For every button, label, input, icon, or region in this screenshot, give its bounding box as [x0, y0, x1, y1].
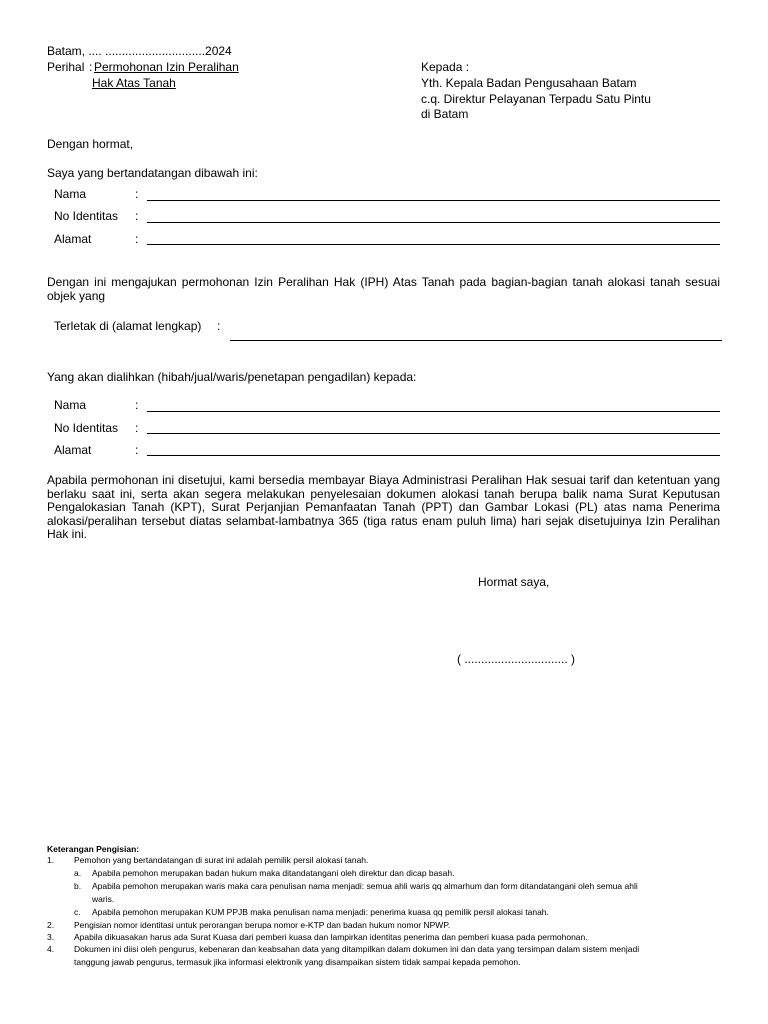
note-text: Apabila dikuasakan harus ada Surat Kuasa dari pemberi kuasa dan lampirkan identitas penerima dan pemberi kuasa pada permohonan.: [74, 932, 588, 942]
date-line: Batam, .... ..............................2024: [47, 44, 232, 58]
request-paragraph: Dengan ini mengajukan permohonan Izin Peralihan Hak (IPH) Atas Tanah pada bagian-bagian tanah alokasi tanah sesuai objek yang: [47, 275, 720, 303]
note-number: c.: [74, 907, 81, 917]
location-colon: :: [217, 319, 221, 333]
note-number: 2.: [47, 920, 55, 930]
recipient-address-label: Alamat: [54, 443, 92, 457]
note-text: Apabila pemohon merupakan waris maka cara penulisan nama menjadi: semua ahli waris qq almarhum dan form ditandatangani oleh semua ahli: [92, 881, 638, 891]
note-number: a.: [74, 868, 82, 878]
applicant-id-label: No Identitas: [54, 209, 119, 223]
note-text: Apabila pemohon merupakan badan hukum maka ditandatangani oleh direktur dan dicap basah.: [92, 868, 455, 878]
note-text: Apabila pemohon merupakan KUM PPJB maka penulisan nama menjadi: penerima kuasa qq pemilik persil alokasi tanah.: [92, 907, 549, 917]
note-number: 4.: [47, 944, 55, 954]
recipient-line3: di Batam: [421, 107, 469, 121]
location-label: Terletak di (alamat lengkap): [54, 319, 202, 333]
applicant-address-label: Alamat: [54, 232, 92, 246]
intro-text: Saya yang bertandatangan dibawah ini:: [47, 166, 258, 180]
applicant-address-field[interactable]: [147, 244, 720, 245]
recipient-name-label: Nama: [54, 398, 87, 412]
field-colon: :: [135, 209, 139, 223]
note-number: 3.: [47, 932, 55, 942]
signature-placeholder[interactable]: ( ............................... ): [457, 652, 576, 666]
agreement-paragraph: Apabila permohonan ini disetujui, kami bersedia membayar Biaya Administrasi Peralihan Hak sesuai tarif dan ketentuan yang berlaku saat ini, serta akan segera melakukan penyelesaian dokumen alokasi tanah berupa balik nama Surat Keputusan Pengalokasian Tanah (KPT), Surat Perjanjian Pemanfaatan Tanah (PPT) dan Gambar Lokasi (PL) atas nama Penerima alokasi/peralihan tersebut diatas selambat-lambatnya 365 (tiga ratus enam puluh lima) hari sejak disetujuinya Izin Peralihan Hak ini.: [47, 473, 720, 541]
note-text: waris.: [92, 894, 115, 904]
applicant-name-field[interactable]: [147, 200, 720, 201]
field-colon: :: [135, 443, 139, 457]
perihal-label: Perihal: [47, 60, 85, 74]
closing-text: Hormat saya,: [478, 575, 550, 589]
perihal-colon: :: [89, 60, 93, 74]
applicant-id-field[interactable]: [147, 222, 720, 223]
field-colon: :: [135, 421, 139, 435]
recipient-line2: c.q. Direktur Pelayanan Terpadu Satu Pintu: [421, 92, 651, 106]
note-number: 1.: [47, 855, 55, 865]
recipient-kepada: Kepada :: [421, 60, 470, 74]
recipient-name-field[interactable]: [147, 411, 720, 412]
greeting: Dengan hormat,: [47, 137, 134, 151]
recipient-address-field[interactable]: [147, 455, 720, 456]
location-field[interactable]: [230, 340, 722, 341]
applicant-name-label: Nama: [54, 187, 87, 201]
field-colon: :: [135, 232, 139, 246]
transfer-intro: Yang akan dialihkan (hibah/jual/waris/penetapan pengadilan) kepada:: [47, 370, 417, 384]
field-colon: :: [135, 187, 139, 201]
perihal-subject-line2: Hak Atas Tanah: [92, 76, 176, 90]
recipient-line1: Yth. Kepala Badan Pengusahaan Batam: [421, 76, 637, 90]
note-text: Pengisian nomor identitasi untuk perorangan berupa nomor e-KTP dan badan hukum nomor NPWP.: [74, 920, 451, 930]
recipient-id-label: No Identitas: [54, 421, 119, 435]
perihal-subject-line1: Permohonan Izin Peralihan: [94, 60, 239, 74]
field-colon: :: [135, 398, 139, 412]
note-text: tanggung jawab pengurus, termasuk jika informasi elektronik yang disampaikan sistem tidak sampai kepada pemohon.: [74, 957, 521, 967]
note-text: Pemohon yang bertandatangan di surat ini adalah pemilik persil alokasi tanah.: [74, 855, 369, 865]
recipient-id-field[interactable]: [147, 433, 720, 434]
notes-title: Keterangan Pengisian:: [47, 844, 140, 854]
note-number: b.: [74, 881, 82, 891]
note-text: Dokumen ini diisi oleh pengurus, kebenaran dan keabsahan data yang ditampilkan dalam dokumen ini dan data yang tersimpan dalam sistem menjadi: [74, 944, 640, 954]
